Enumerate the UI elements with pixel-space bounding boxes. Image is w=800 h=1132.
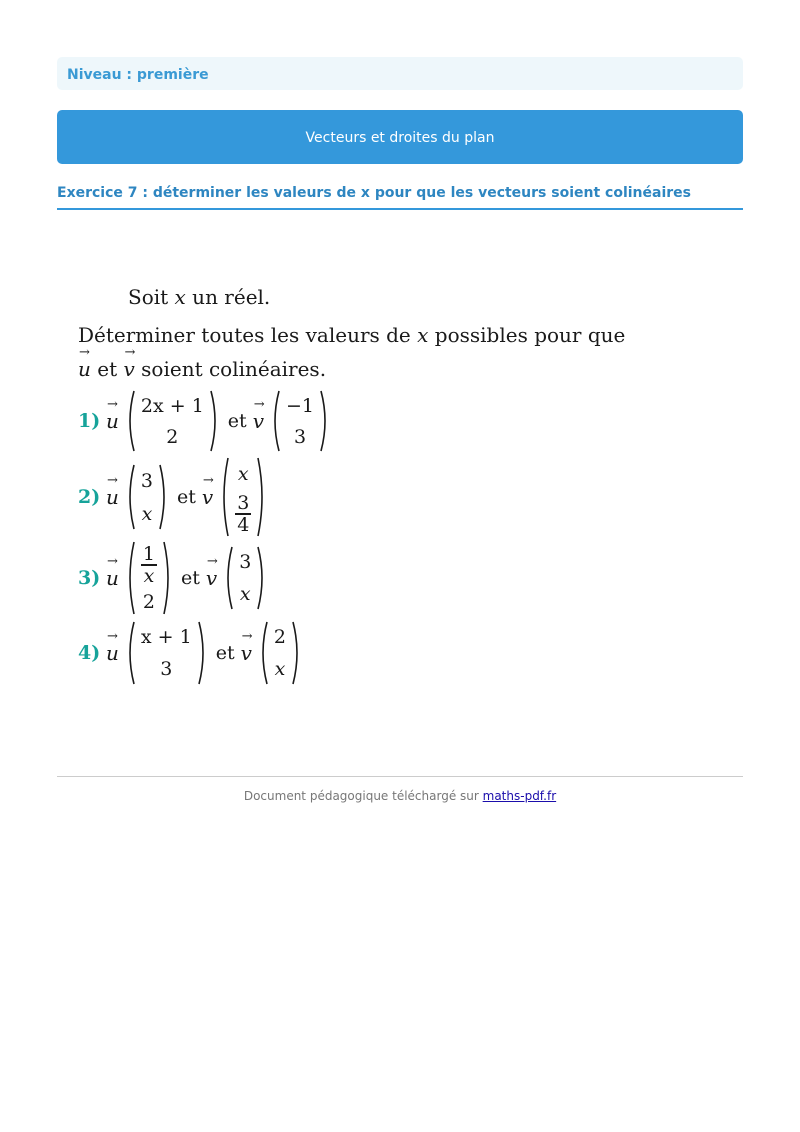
task2-text: soient colinéaires. bbox=[134, 357, 327, 381]
footer bbox=[57, 776, 743, 803]
vector-component: 2 bbox=[273, 626, 286, 648]
vector-component: x bbox=[237, 463, 249, 485]
et-word: et bbox=[176, 486, 196, 508]
fraction-denominator: x bbox=[143, 564, 155, 587]
left-paren-icon bbox=[125, 390, 135, 452]
vector-component: 2 bbox=[142, 590, 155, 613]
vector-component: 3 bbox=[293, 425, 307, 448]
right-paren-icon bbox=[320, 390, 330, 452]
vector-u-column bbox=[125, 621, 208, 685]
vector-v-column bbox=[223, 546, 267, 610]
vector-arrow-icon: → bbox=[79, 345, 90, 360]
fraction bbox=[235, 493, 251, 535]
footer-link[interactable]: maths-pdf.fr bbox=[482, 789, 557, 803]
exercise-title: Exercice 7 : déterminer les valeurs de x pour que les vecteurs soient colinéaires bbox=[57, 185, 743, 210]
vector-v-column bbox=[258, 621, 302, 685]
et-word: et bbox=[227, 410, 247, 432]
et-word: et bbox=[180, 567, 200, 589]
vector-arrow-icon: → bbox=[124, 345, 136, 360]
left-paren-icon bbox=[125, 621, 135, 685]
task-text-a: Déterminer toutes les valeurs de bbox=[78, 323, 418, 347]
vector-v-symbol: → v bbox=[123, 345, 136, 381]
vector-v-symbol: → v bbox=[252, 397, 265, 433]
vector-component: x bbox=[141, 502, 153, 525]
right-paren-icon bbox=[292, 621, 302, 685]
vector-component: 2x + 1 bbox=[140, 394, 204, 417]
item-1 bbox=[78, 390, 330, 452]
right-paren-icon bbox=[198, 621, 208, 685]
item-number: 3) bbox=[78, 567, 101, 589]
vector-v-symbol: → v bbox=[201, 473, 214, 509]
vector-u-symbol: → u bbox=[106, 473, 119, 509]
exercise-statement bbox=[78, 285, 698, 705]
right-paren-icon bbox=[163, 541, 173, 615]
fraction bbox=[141, 544, 157, 586]
vector-arrow-icon: → bbox=[107, 473, 118, 488]
vector-component: x bbox=[274, 658, 286, 680]
vector-component: x + 1 bbox=[140, 626, 192, 648]
intro-var: x bbox=[174, 285, 186, 309]
vector-component: 3 bbox=[239, 551, 252, 573]
chapter-title: Vecteurs et droites du plan bbox=[305, 130, 495, 146]
item-2 bbox=[78, 457, 267, 537]
left-paren-icon bbox=[223, 546, 233, 610]
task-var: x bbox=[417, 323, 429, 347]
vector-arrow-icon: → bbox=[107, 629, 118, 644]
task2-et: et bbox=[90, 357, 124, 381]
vector-u-column bbox=[125, 541, 173, 615]
item-number: 1) bbox=[78, 410, 101, 432]
item-number: 4) bbox=[78, 642, 101, 664]
vector-u-column bbox=[125, 464, 169, 530]
task-line bbox=[78, 323, 625, 347]
level-box bbox=[57, 57, 743, 90]
vector-component: 2 bbox=[166, 425, 179, 448]
vector-arrow-icon: → bbox=[107, 397, 118, 412]
vector-component: x bbox=[239, 583, 251, 605]
left-paren-icon bbox=[258, 621, 268, 685]
fraction-numerator: 1 bbox=[142, 542, 155, 565]
vector-arrow-icon: → bbox=[253, 397, 265, 412]
item-number: 2) bbox=[78, 486, 101, 508]
right-paren-icon bbox=[210, 390, 220, 452]
vector-u-symbol: → u bbox=[78, 345, 91, 381]
chapter-banner bbox=[57, 110, 743, 164]
item-4 bbox=[78, 621, 302, 685]
vector-component: 3 bbox=[140, 469, 153, 492]
et-word: et bbox=[215, 642, 235, 664]
item-3 bbox=[78, 541, 267, 615]
task-line-2 bbox=[78, 345, 327, 381]
intro-line bbox=[128, 285, 270, 309]
right-paren-icon bbox=[257, 546, 267, 610]
right-paren-icon bbox=[159, 464, 169, 530]
vector-arrow-icon: → bbox=[202, 473, 214, 488]
vector-u-symbol: → u bbox=[106, 554, 119, 590]
vector-u-symbol: → u bbox=[106, 397, 119, 433]
right-paren-icon bbox=[257, 457, 267, 537]
vector-v-column bbox=[219, 457, 267, 537]
left-paren-icon bbox=[270, 390, 280, 452]
vector-v-symbol: → v bbox=[205, 554, 218, 590]
intro-text-b: un réel. bbox=[185, 285, 271, 309]
left-paren-icon bbox=[125, 541, 135, 615]
vector-component: −1 bbox=[286, 394, 315, 417]
vector-u-column bbox=[125, 390, 220, 452]
vector-v-symbol: → v bbox=[240, 629, 253, 665]
vector-v-column bbox=[270, 390, 330, 452]
footer-text: Document pédagogique téléchargé sur bbox=[243, 789, 483, 803]
vector-arrow-icon: → bbox=[107, 554, 118, 569]
fraction-denominator: 4 bbox=[237, 514, 250, 536]
vector-arrow-icon: → bbox=[206, 554, 218, 569]
vector-u-symbol: → u bbox=[106, 629, 119, 665]
task-text-b: possibles pour que bbox=[428, 323, 626, 347]
left-paren-icon bbox=[125, 464, 135, 530]
fraction-numerator: 3 bbox=[237, 492, 250, 514]
intro-text-a: Soit bbox=[128, 285, 175, 309]
vector-arrow-icon: → bbox=[241, 629, 253, 644]
vector-component: 3 bbox=[160, 658, 173, 680]
left-paren-icon bbox=[219, 457, 229, 537]
level-label: Niveau : première bbox=[67, 67, 209, 83]
